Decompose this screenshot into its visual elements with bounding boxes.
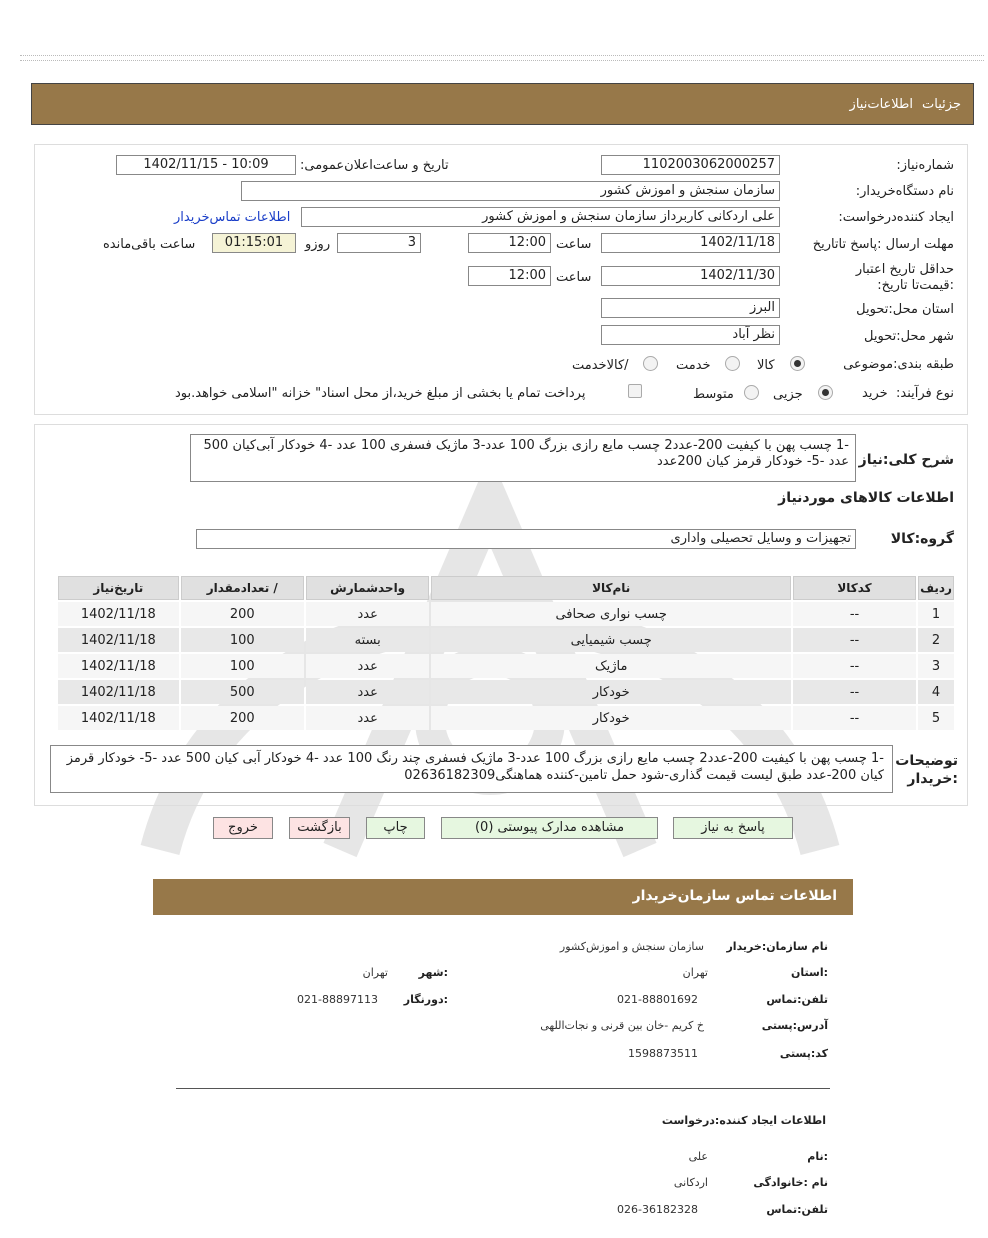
- province-field: البرز: [601, 298, 780, 318]
- buyer-notes-field: -1 چسب پهن با کیفیت 200-عدد2 چسب مایع رازی بزرگ 100 عدد-3 ماژیک فسفری چند رنگ 100 عدد -4 خودکار آبی کیان 500 عدد -5- خودکار قرمز کیان 200-عدد طبق لیست قیمت گذاری-شود حمل تامین-کننده هماهنگی02636182309: [50, 745, 893, 793]
- contact-postal-value: 1598873511: [628, 1047, 698, 1060]
- col-unit: واحدشمارش: [306, 576, 429, 600]
- table-row: [58, 602, 954, 626]
- creator-label: ایجاد کننده‌درخواست:: [838, 210, 954, 225]
- cell-qty: 500: [181, 680, 304, 704]
- need-number-label: شماره‌نیاز:: [896, 158, 954, 173]
- category-goods-service-radio[interactable]: [643, 356, 658, 371]
- contact-fax-label: :دورنگار: [403, 993, 448, 1006]
- summary-label: شرح کلی:نیاز: [858, 452, 954, 468]
- creator-name-label: :نام: [807, 1150, 828, 1163]
- cell-row: 3: [918, 654, 954, 678]
- col-row: ردیف: [918, 576, 954, 600]
- cell-unit: بسته: [306, 628, 429, 652]
- col-qty: / تعدادمقدار: [181, 576, 304, 600]
- price-validity-label: حداقل تاریخ اعتبار :قیمت‌تا تاریخ:: [855, 262, 954, 293]
- tab-details[interactable]: جزئیات: [922, 97, 961, 112]
- cell-date: 1402/11/18: [58, 706, 179, 730]
- cell-row: 5: [918, 706, 954, 730]
- treasury-payment-checkbox[interactable]: [628, 384, 642, 398]
- contact-fax-value: 021-88897113: [297, 993, 378, 1006]
- city-label: شهر محل:تحویل: [864, 329, 954, 344]
- back-button[interactable]: بازگشت: [289, 817, 350, 839]
- table-row: [58, 654, 954, 678]
- cell-date: 1402/11/18: [58, 654, 179, 678]
- contact-province-label: :استان: [791, 966, 828, 979]
- validity-hour-label: ساعت: [556, 270, 592, 285]
- exit-button[interactable]: خروج: [213, 817, 273, 839]
- process-minor-label: جزیی: [773, 387, 803, 402]
- creator-family-label: نام :خانوادگی: [753, 1176, 828, 1189]
- col-code: کدکالا: [793, 576, 916, 600]
- goods-group-label: گروه:کالا: [890, 531, 954, 547]
- col-name: نام‌کالا: [431, 576, 791, 600]
- cell-qty: 200: [181, 706, 304, 730]
- summary-field: -1 چسب پهن با کیفیت 200-عدد2 چسب مایع رازی بزرگ 100 عدد-3 ماژیک فسفری 100 عدد -4 خودکار آبی‌کیان 500 عدد -5- خودکار قرمز کیان 200عدد: [190, 434, 856, 482]
- cell-code: --: [793, 706, 916, 730]
- contact-title: اطلاعات تماس سازمان‌خریدار: [632, 888, 837, 904]
- contact-phone-value: 021-88801692: [617, 993, 698, 1006]
- top-divider: [20, 55, 984, 61]
- cell-date: 1402/11/18: [58, 602, 179, 626]
- process-kharid-label: خرید: [862, 386, 888, 401]
- process-medium-radio[interactable]: [744, 385, 759, 400]
- remaining-time-field: 01:15:01: [212, 233, 296, 253]
- goods-info-heading: اطلاعات کالاهای موردنیاز: [778, 490, 954, 506]
- cell-unit: عدد: [306, 654, 429, 678]
- reply-button[interactable]: پاسخ به نیاز: [673, 817, 793, 839]
- cell-unit: عدد: [306, 602, 429, 626]
- category-label: طبقه بندی:موضوعی: [843, 357, 954, 372]
- buyer-notes-label: توضیحات :خریدار: [895, 753, 958, 787]
- cell-name: خودکار: [431, 706, 791, 730]
- city-field: نظر آباد: [601, 325, 780, 345]
- cell-date: 1402/11/18: [58, 680, 179, 704]
- remaining-label: ساعت باقی‌مانده: [103, 237, 196, 252]
- contact-header: [153, 879, 853, 915]
- cell-code: --: [793, 680, 916, 704]
- days-label: روزو: [305, 237, 331, 252]
- province-label: استان محل:تحویل: [856, 302, 954, 317]
- category-service-radio[interactable]: [725, 356, 740, 371]
- table-row: [58, 680, 954, 704]
- announce-label: تاریخ و ساعت‌اعلان‌عمومی:: [300, 158, 449, 173]
- process-medium-label: متوسط: [693, 387, 734, 402]
- reply-deadline-label: مهلت ارسال :پاسخ تا‌تاریخ: [812, 237, 954, 252]
- need-number-field: 1102003062000257: [601, 155, 780, 175]
- contact-province-value: تهران: [682, 966, 708, 979]
- table-row: [58, 706, 954, 730]
- process-label: نوع فرآیند:: [896, 386, 954, 401]
- cell-code: --: [793, 654, 916, 678]
- cell-name: ماژیک: [431, 654, 791, 678]
- reply-hour-label: ساعت: [556, 237, 592, 252]
- cell-qty: 100: [181, 654, 304, 678]
- contact-org-value: سازمان سنجش و اموزش‌کشور: [559, 940, 704, 953]
- cell-code: --: [793, 602, 916, 626]
- contact-postal-label: کد:پستی: [779, 1047, 828, 1060]
- announce-field: 1402/11/15 - 10:09: [116, 155, 296, 175]
- table-row: [58, 628, 954, 652]
- contact-city-value: تهران: [362, 966, 388, 979]
- attachments-button[interactable]: مشاهده مدارک پیوستی (0): [441, 817, 658, 839]
- category-goods-radio[interactable]: [790, 356, 805, 371]
- cell-date: 1402/11/18: [58, 628, 179, 652]
- buyer-contact-link[interactable]: اطلاعات تماس‌خریدار: [174, 210, 291, 225]
- reply-date-field: 1402/11/18: [601, 233, 780, 253]
- goods-group-field: تجهیزات و وسایل تحصیلی واداری: [196, 529, 856, 549]
- cell-name: چسب نواری صحافی: [431, 602, 791, 626]
- creator-field: علی اردکانی کاربرداز سازمان سنجش و اموزش کشور: [301, 207, 780, 227]
- tab-bar: [31, 83, 974, 125]
- category-goods-service-label: /کالاخدمت: [572, 358, 629, 373]
- cell-code: --: [793, 628, 916, 652]
- cell-row: 1: [918, 602, 954, 626]
- validity-hour-field: 12:00: [468, 266, 551, 286]
- reply-hour-field: 12:00: [468, 233, 551, 253]
- creator-info-title: اطلاعات ایجاد کننده:درخواست: [661, 1114, 826, 1127]
- cell-row: 4: [918, 680, 954, 704]
- contact-city-label: :شهر: [418, 966, 448, 979]
- process-minor-radio[interactable]: [818, 385, 833, 400]
- creator-name-value: علی: [688, 1150, 708, 1163]
- tab-need-info[interactable]: اطلاعات‌نیاز: [849, 97, 913, 112]
- cell-unit: عدد: [306, 706, 429, 730]
- goods-table-header: [58, 576, 954, 600]
- creator-phone-value: 026-36182328: [617, 1203, 698, 1216]
- contact-org-label: نام سازمان:خریدار: [726, 940, 828, 953]
- goods-table: [56, 574, 956, 732]
- contact-address-value: خ کریم -خان بین قرنی و نجات‌اللهی: [540, 1019, 704, 1032]
- validity-date-field: 1402/11/30: [601, 266, 780, 286]
- cell-qty: 200: [181, 602, 304, 626]
- creator-phone-label: تلفن:تماس: [766, 1203, 828, 1216]
- buyer-org-field: سازمان سنجش و اموزش کشور: [241, 181, 780, 201]
- buyer-org-label: نام دستگاه‌خریدار:: [855, 184, 954, 199]
- cell-name: چسب شیمیایی: [431, 628, 791, 652]
- cell-row: 2: [918, 628, 954, 652]
- contact-address-label: آدرس:پستی: [761, 1019, 828, 1032]
- col-date: تاریخ‌نیاز: [58, 576, 179, 600]
- contact-phone-label: تلفن:تماس: [766, 993, 828, 1006]
- creator-family-value: اردکانی: [673, 1176, 708, 1189]
- print-button[interactable]: چاپ: [366, 817, 425, 839]
- category-service-label: خدمت: [676, 358, 711, 373]
- days-field: 3: [337, 233, 421, 253]
- cell-unit: عدد: [306, 680, 429, 704]
- category-goods-label: کالا: [757, 358, 775, 373]
- treasury-payment-note: پرداخت تمام یا بخشی از مبلغ خرید،از محل اسناد" خزانه "اسلامی خواهد.بود: [175, 386, 586, 401]
- cell-name: خودکار: [431, 680, 791, 704]
- contact-divider: [176, 1088, 830, 1089]
- cell-qty: 100: [181, 628, 304, 652]
